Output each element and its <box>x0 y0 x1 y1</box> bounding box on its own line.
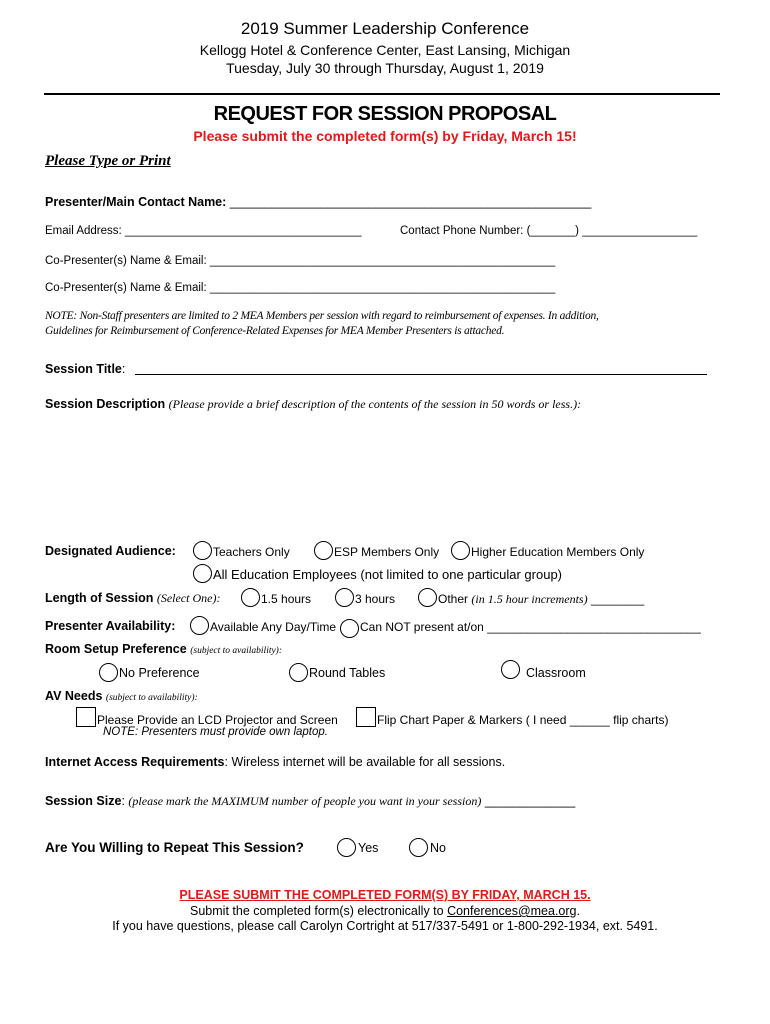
email-label: Email Address: <box>45 225 122 237</box>
length-other-label: Other <box>438 592 469 606</box>
footer-submit <box>0 904 770 918</box>
length-other-hint: (in 1.5 hour increments) <box>471 592 588 606</box>
phone-line[interactable]: (_______) __________________ <box>526 225 698 237</box>
copresenter-row-2[interactable] <box>45 282 555 294</box>
session-description-label: Session Description <box>45 397 166 411</box>
audience-option-higher-ed: Higher Education Members Only <box>471 545 645 559</box>
room-option-round-tables: Round Tables <box>309 666 386 680</box>
audience-option-teachers: Teachers Only <box>213 545 290 559</box>
availability-cannot-line[interactable]: ________________________________ <box>487 620 701 634</box>
audience-label: Designated Audience: <box>45 544 176 558</box>
copresenter-line-1[interactable]: ______________________________________________________ <box>209 255 556 267</box>
room-option-classroom: Classroom <box>526 666 586 680</box>
repeat-option-no: No <box>430 841 446 855</box>
room-radio-no-preference[interactable] <box>99 663 118 682</box>
email-row[interactable] <box>45 225 362 237</box>
length-radio-1-5[interactable] <box>241 588 260 607</box>
av-checkbox-flip-chart[interactable] <box>356 707 376 727</box>
copresenter-label-2: Co-Presenter(s) Name & Email: <box>45 282 207 294</box>
form-title: REQUEST FOR SESSION PROPOSAL <box>213 103 557 125</box>
deadline-notice: Please submit the completed form(s) by Friday, March 15! <box>193 128 577 144</box>
av-label: AV Needs <box>45 689 103 703</box>
footer-email-link[interactable]: Conferences@mea.org <box>447 904 577 918</box>
copresenter-row-1[interactable] <box>45 255 555 267</box>
audience-option-esp: ESP Members Only <box>334 545 440 559</box>
session-title-label: Session Title <box>45 362 122 376</box>
presenter-label: Presenter/Main Contact Name: <box>45 195 227 209</box>
availability-radio-cannot[interactable] <box>340 619 359 638</box>
availability-option-any: Available Any Day/Time <box>210 620 337 634</box>
footer-submit-suffix: . <box>576 904 580 918</box>
session-title-input[interactable] <box>135 374 707 375</box>
footer-questions: If you have questions, please call Carolyn Cortright at 517/337-5491 or 1-800-292-1934, ext. 5491. <box>112 919 658 933</box>
length-option-3: 3 hours <box>355 592 396 606</box>
audience-radio-teachers[interactable] <box>193 541 212 560</box>
length-radio-3[interactable] <box>335 588 354 607</box>
presenter-row[interactable] <box>45 195 591 209</box>
session-description-row[interactable] <box>45 397 581 412</box>
availability-radio-any[interactable] <box>190 616 209 635</box>
av-projector-note: NOTE: Presenters must provide own laptop. <box>103 726 328 738</box>
room-radio-round-tables[interactable] <box>289 663 308 682</box>
size-colon: : <box>121 794 125 808</box>
session-title-colon: : <box>121 362 126 376</box>
conference-title: 2019 Summer Leadership Conference <box>240 19 530 38</box>
footer-submit-prefix: Submit the completed form(s) electronically to <box>190 904 444 918</box>
room-label: Room Setup Preference <box>45 642 187 656</box>
copresenter-label-1: Co-Presenter(s) Name & Email: <box>45 255 207 267</box>
room-row <box>45 642 282 656</box>
note-line-1: NOTE: Non-Staff presenters are limited to 2 MEA Members per session with regard to reimbursement of expenses. In addition, <box>45 310 599 322</box>
av-option-projector: Please Provide an LCD Projector and Screen <box>97 713 338 727</box>
repeat-radio-yes[interactable] <box>337 838 356 857</box>
internet-text: Wireless internet will be available for all sessions. <box>231 755 506 769</box>
room-option-no-preference: No Preference <box>119 666 200 680</box>
length-row <box>45 591 220 606</box>
conference-dates: Tuesday, July 30 through Thursday, August 1, 2019 <box>226 60 544 76</box>
audience-radio-all[interactable] <box>193 564 212 583</box>
av-option-flip-chart: Flip Chart Paper & Markers ( I need ______ flip charts) <box>377 713 669 727</box>
room-hint: (subject to availability): <box>190 646 283 656</box>
size-row[interactable] <box>45 794 575 809</box>
copresenter-line-2[interactable]: ______________________________________________________ <box>209 282 556 294</box>
internet-colon: : <box>224 755 228 769</box>
av-checkbox-projector[interactable] <box>76 707 96 727</box>
size-label: Session Size <box>45 794 122 808</box>
length-radio-other[interactable] <box>418 588 437 607</box>
length-option-other[interactable] <box>438 592 644 607</box>
length-hint: (Select One): <box>156 591 221 605</box>
availability-cannot-label: Can NOT present at/on <box>360 620 484 634</box>
presenter-line[interactable]: ____________________________________________________ <box>229 195 592 209</box>
phone-label: Contact Phone Number: <box>400 225 524 237</box>
internet-row <box>45 755 505 769</box>
repeat-option-yes: Yes <box>358 841 379 855</box>
phone-row[interactable] <box>400 225 697 237</box>
availability-option-cannot[interactable] <box>360 620 701 634</box>
size-line[interactable]: _____________ <box>484 794 576 808</box>
repeat-label: Are You Willing to Repeat This Session? <box>45 840 304 855</box>
size-hint: (please mark the MAXIMUM number of people you want in your session) <box>128 794 482 808</box>
session-title-row <box>45 362 125 376</box>
type-or-print: Please Type or Print <box>45 153 171 169</box>
audience-option-all: All Education Employees (not limited to one particular group) <box>213 567 563 582</box>
internet-label: Internet Access Requirements <box>45 755 225 769</box>
room-radio-classroom[interactable] <box>501 660 520 679</box>
email-line[interactable]: _____________________________________ <box>124 225 362 237</box>
footer-notice: PLEASE SUBMIT THE COMPLETED FORM(S) BY FRIDAY, MARCH 15. <box>179 888 591 902</box>
session-description-hint: (Please provide a brief description of the contents of the session in 50 words or less.): <box>168 397 582 411</box>
length-label: Length of Session <box>45 591 154 605</box>
audience-radio-higher-ed[interactable] <box>451 541 470 560</box>
av-hint: (subject to availability): <box>105 693 198 703</box>
length-other-line[interactable]: ________ <box>590 592 645 606</box>
av-row <box>45 689 198 703</box>
repeat-radio-no[interactable] <box>409 838 428 857</box>
audience-radio-esp[interactable] <box>314 541 333 560</box>
length-option-1-5: 1.5 hours <box>261 592 312 606</box>
availability-label: Presenter Availability: <box>45 619 176 633</box>
note-line-2: Guidelines for Reimbursement of Conference-Related Expenses for MEA Member Presenters is attached. <box>45 325 505 337</box>
header-divider <box>44 93 720 95</box>
conference-venue: Kellogg Hotel & Conference Center, East Lansing, Michigan <box>199 42 571 58</box>
